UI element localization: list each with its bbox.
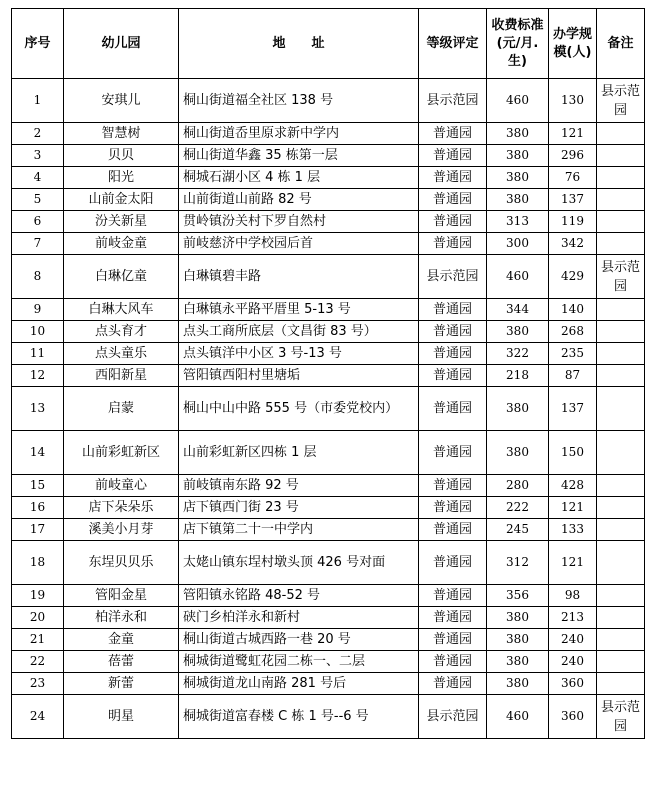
cell-name: 明星 bbox=[64, 695, 179, 739]
cell-fee: 380 bbox=[487, 387, 549, 431]
cell-fee: 222 bbox=[487, 497, 549, 519]
cell-capacity: 87 bbox=[549, 365, 597, 387]
cell-fee: 380 bbox=[487, 321, 549, 343]
cell-grade: 普通园 bbox=[419, 519, 487, 541]
header-address: 地 址 bbox=[179, 9, 419, 79]
cell-note bbox=[597, 475, 645, 497]
cell-name: 东埕贝贝乐 bbox=[64, 541, 179, 585]
cell-note bbox=[597, 123, 645, 145]
cell-address: 桐城街道鹭虹花园二栋一、二层 bbox=[179, 651, 419, 673]
cell-grade: 普通园 bbox=[419, 343, 487, 365]
cell-grade: 县示范园 bbox=[419, 695, 487, 739]
cell-no: 23 bbox=[12, 673, 64, 695]
table-row bbox=[12, 299, 645, 321]
cell-grade: 普通园 bbox=[419, 167, 487, 189]
cell-fee: 380 bbox=[487, 167, 549, 189]
cell-no: 2 bbox=[12, 123, 64, 145]
cell-grade: 普通园 bbox=[419, 497, 487, 519]
cell-capacity: 342 bbox=[549, 233, 597, 255]
cell-note bbox=[597, 167, 645, 189]
cell-fee: 460 bbox=[487, 255, 549, 299]
table-row bbox=[12, 233, 645, 255]
cell-note bbox=[597, 299, 645, 321]
cell-capacity: 240 bbox=[549, 629, 597, 651]
cell-no: 18 bbox=[12, 541, 64, 585]
cell-no: 3 bbox=[12, 145, 64, 167]
cell-note bbox=[597, 431, 645, 475]
cell-no: 11 bbox=[12, 343, 64, 365]
cell-name: 前岐金童 bbox=[64, 233, 179, 255]
header-name: 幼儿园 bbox=[64, 9, 179, 79]
cell-note bbox=[597, 519, 645, 541]
cell-capacity: 137 bbox=[549, 387, 597, 431]
cell-grade: 县示范园 bbox=[419, 255, 487, 299]
cell-capacity: 76 bbox=[549, 167, 597, 189]
cell-grade: 普通园 bbox=[419, 387, 487, 431]
cell-fee: 356 bbox=[487, 585, 549, 607]
cell-address: 贯岭镇汾关村下罗自然村 bbox=[179, 211, 419, 233]
cell-note bbox=[597, 673, 645, 695]
cell-no: 24 bbox=[12, 695, 64, 739]
cell-no: 5 bbox=[12, 189, 64, 211]
cell-fee: 380 bbox=[487, 145, 549, 167]
cell-note: 县示范园 bbox=[597, 255, 645, 299]
table-row bbox=[12, 651, 645, 673]
cell-no: 15 bbox=[12, 475, 64, 497]
cell-address: 管阳镇西阳村里塘垢 bbox=[179, 365, 419, 387]
header-grade: 等级评定 bbox=[419, 9, 487, 79]
cell-fee: 312 bbox=[487, 541, 549, 585]
cell-capacity: 121 bbox=[549, 123, 597, 145]
cell-address: 管阳镇永铭路 48-52 号 bbox=[179, 585, 419, 607]
cell-no: 16 bbox=[12, 497, 64, 519]
cell-capacity: 121 bbox=[549, 497, 597, 519]
cell-name: 店下朵朵乐 bbox=[64, 497, 179, 519]
cell-no: 6 bbox=[12, 211, 64, 233]
cell-capacity: 240 bbox=[549, 651, 597, 673]
cell-name: 点头童乐 bbox=[64, 343, 179, 365]
cell-name: 贝贝 bbox=[64, 145, 179, 167]
table-row bbox=[12, 673, 645, 695]
cell-grade: 普通园 bbox=[419, 629, 487, 651]
cell-address: 桐山街道华鑫 35 栋第一层 bbox=[179, 145, 419, 167]
table-row bbox=[12, 585, 645, 607]
cell-name: 金童 bbox=[64, 629, 179, 651]
cell-fee: 380 bbox=[487, 123, 549, 145]
table-row bbox=[12, 629, 645, 651]
cell-grade: 普通园 bbox=[419, 299, 487, 321]
cell-no: 14 bbox=[12, 431, 64, 475]
table-row bbox=[12, 475, 645, 497]
cell-note: 县示范园 bbox=[597, 79, 645, 123]
cell-note bbox=[597, 541, 645, 585]
cell-name: 阳光 bbox=[64, 167, 179, 189]
table-row bbox=[12, 607, 645, 629]
cell-grade: 普通园 bbox=[419, 541, 487, 585]
cell-note bbox=[597, 585, 645, 607]
cell-no: 17 bbox=[12, 519, 64, 541]
cell-name: 点头育才 bbox=[64, 321, 179, 343]
cell-capacity: 130 bbox=[549, 79, 597, 123]
cell-name: 柏洋永和 bbox=[64, 607, 179, 629]
header-no: 序号 bbox=[12, 9, 64, 79]
cell-no: 10 bbox=[12, 321, 64, 343]
cell-fee: 380 bbox=[487, 673, 549, 695]
cell-note bbox=[597, 189, 645, 211]
cell-name: 安琪儿 bbox=[64, 79, 179, 123]
cell-capacity: 235 bbox=[549, 343, 597, 365]
cell-address: 白琳镇碧丰路 bbox=[179, 255, 419, 299]
cell-no: 9 bbox=[12, 299, 64, 321]
cell-fee: 460 bbox=[487, 695, 549, 739]
cell-grade: 普通园 bbox=[419, 673, 487, 695]
cell-no: 7 bbox=[12, 233, 64, 255]
table-row bbox=[12, 431, 645, 475]
table-body bbox=[12, 79, 645, 739]
cell-name: 智慧树 bbox=[64, 123, 179, 145]
table-row bbox=[12, 519, 645, 541]
cell-name: 西阳新星 bbox=[64, 365, 179, 387]
cell-address: 前岐镇南东路 92 号 bbox=[179, 475, 419, 497]
cell-note bbox=[597, 387, 645, 431]
cell-capacity: 121 bbox=[549, 541, 597, 585]
table-row bbox=[12, 145, 645, 167]
cell-note bbox=[597, 607, 645, 629]
cell-note bbox=[597, 145, 645, 167]
header-fee: 收费标准(元/月.生) bbox=[487, 9, 549, 79]
cell-fee: 280 bbox=[487, 475, 549, 497]
cell-capacity: 119 bbox=[549, 211, 597, 233]
kindergarten-table bbox=[11, 8, 645, 739]
cell-note bbox=[597, 211, 645, 233]
cell-grade: 普通园 bbox=[419, 321, 487, 343]
cell-note bbox=[597, 651, 645, 673]
cell-no: 22 bbox=[12, 651, 64, 673]
cell-address: 桐城街道富春楼 C 栋 1 号--6 号 bbox=[179, 695, 419, 739]
cell-no: 20 bbox=[12, 607, 64, 629]
cell-address: 桐山街道岙里原求新中学内 bbox=[179, 123, 419, 145]
cell-grade: 普通园 bbox=[419, 365, 487, 387]
cell-no: 21 bbox=[12, 629, 64, 651]
cell-capacity: 428 bbox=[549, 475, 597, 497]
cell-address: 硖门乡柏洋永和新村 bbox=[179, 607, 419, 629]
cell-address: 桐城街道龙山南路 281 号后 bbox=[179, 673, 419, 695]
kindergarten-table-sheet bbox=[11, 8, 644, 739]
cell-fee: 245 bbox=[487, 519, 549, 541]
table-row bbox=[12, 497, 645, 519]
cell-address: 前岐慈济中学校园后首 bbox=[179, 233, 419, 255]
cell-grade: 普通园 bbox=[419, 585, 487, 607]
cell-address: 点头工商所底层（文昌街 83 号） bbox=[179, 321, 419, 343]
cell-address: 山前街道山前路 82 号 bbox=[179, 189, 419, 211]
cell-capacity: 296 bbox=[549, 145, 597, 167]
cell-note: 县示范园 bbox=[597, 695, 645, 739]
cell-grade: 普通园 bbox=[419, 431, 487, 475]
cell-capacity: 213 bbox=[549, 607, 597, 629]
cell-name: 管阳金星 bbox=[64, 585, 179, 607]
cell-address: 桐山街道古城西路一巷 20 号 bbox=[179, 629, 419, 651]
cell-fee: 460 bbox=[487, 79, 549, 123]
table-row bbox=[12, 343, 645, 365]
cell-capacity: 133 bbox=[549, 519, 597, 541]
cell-note bbox=[597, 343, 645, 365]
cell-note bbox=[597, 321, 645, 343]
cell-address: 桐山中山中路 555 号（市委党校内） bbox=[179, 387, 419, 431]
cell-address: 点头镇洋中小区 3 号-13 号 bbox=[179, 343, 419, 365]
cell-address: 太姥山镇东埕村墩头顶 426 号对面 bbox=[179, 541, 419, 585]
cell-fee: 344 bbox=[487, 299, 549, 321]
cell-address: 店下镇西门街 23 号 bbox=[179, 497, 419, 519]
cell-grade: 普通园 bbox=[419, 211, 487, 233]
cell-note bbox=[597, 497, 645, 519]
cell-note bbox=[597, 365, 645, 387]
cell-note bbox=[597, 629, 645, 651]
cell-name: 白琳大风车 bbox=[64, 299, 179, 321]
cell-fee: 300 bbox=[487, 233, 549, 255]
cell-no: 1 bbox=[12, 79, 64, 123]
cell-capacity: 360 bbox=[549, 695, 597, 739]
cell-address: 桐山街道福全社区 138 号 bbox=[179, 79, 419, 123]
cell-address: 白琳镇永平路平厝里 5-13 号 bbox=[179, 299, 419, 321]
cell-no: 8 bbox=[12, 255, 64, 299]
cell-capacity: 98 bbox=[549, 585, 597, 607]
cell-no: 4 bbox=[12, 167, 64, 189]
cell-fee: 322 bbox=[487, 343, 549, 365]
table-row bbox=[12, 541, 645, 585]
cell-capacity: 137 bbox=[549, 189, 597, 211]
cell-address: 店下镇第二十一中学内 bbox=[179, 519, 419, 541]
cell-fee: 313 bbox=[487, 211, 549, 233]
table-row bbox=[12, 387, 645, 431]
table-row bbox=[12, 211, 645, 233]
cell-grade: 普通园 bbox=[419, 607, 487, 629]
cell-fee: 380 bbox=[487, 607, 549, 629]
header-capacity: 办学规模(人) bbox=[549, 9, 597, 79]
cell-grade: 普通园 bbox=[419, 189, 487, 211]
table-row bbox=[12, 321, 645, 343]
cell-name: 汾关新星 bbox=[64, 211, 179, 233]
cell-grade: 普通园 bbox=[419, 145, 487, 167]
cell-name: 溪美小月芽 bbox=[64, 519, 179, 541]
cell-fee: 380 bbox=[487, 189, 549, 211]
cell-capacity: 360 bbox=[549, 673, 597, 695]
table-row bbox=[12, 695, 645, 739]
cell-name: 山前金太阳 bbox=[64, 189, 179, 211]
table-row bbox=[12, 189, 645, 211]
cell-no: 19 bbox=[12, 585, 64, 607]
cell-capacity: 429 bbox=[549, 255, 597, 299]
table-row bbox=[12, 167, 645, 189]
cell-name: 前岐童心 bbox=[64, 475, 179, 497]
header-note: 备注 bbox=[597, 9, 645, 79]
cell-name: 启蒙 bbox=[64, 387, 179, 431]
cell-grade: 普通园 bbox=[419, 123, 487, 145]
cell-fee: 380 bbox=[487, 629, 549, 651]
cell-name: 新蕾 bbox=[64, 673, 179, 695]
cell-note bbox=[597, 233, 645, 255]
table-row bbox=[12, 365, 645, 387]
cell-address: 山前彩虹新区四栋 1 层 bbox=[179, 431, 419, 475]
cell-grade: 普通园 bbox=[419, 233, 487, 255]
cell-fee: 380 bbox=[487, 431, 549, 475]
header-row bbox=[12, 9, 645, 79]
cell-name: 山前彩虹新区 bbox=[64, 431, 179, 475]
table-row bbox=[12, 255, 645, 299]
cell-grade: 普通园 bbox=[419, 475, 487, 497]
cell-name: 蓓蕾 bbox=[64, 651, 179, 673]
cell-no: 12 bbox=[12, 365, 64, 387]
cell-address: 桐城石湖小区 4 栋 1 层 bbox=[179, 167, 419, 189]
cell-fee: 380 bbox=[487, 651, 549, 673]
cell-no: 13 bbox=[12, 387, 64, 431]
cell-fee: 218 bbox=[487, 365, 549, 387]
cell-grade: 普通园 bbox=[419, 651, 487, 673]
cell-name: 白琳亿童 bbox=[64, 255, 179, 299]
table-row bbox=[12, 123, 645, 145]
cell-capacity: 268 bbox=[549, 321, 597, 343]
cell-capacity: 150 bbox=[549, 431, 597, 475]
cell-capacity: 140 bbox=[549, 299, 597, 321]
table-row bbox=[12, 79, 645, 123]
cell-grade: 县示范园 bbox=[419, 79, 487, 123]
